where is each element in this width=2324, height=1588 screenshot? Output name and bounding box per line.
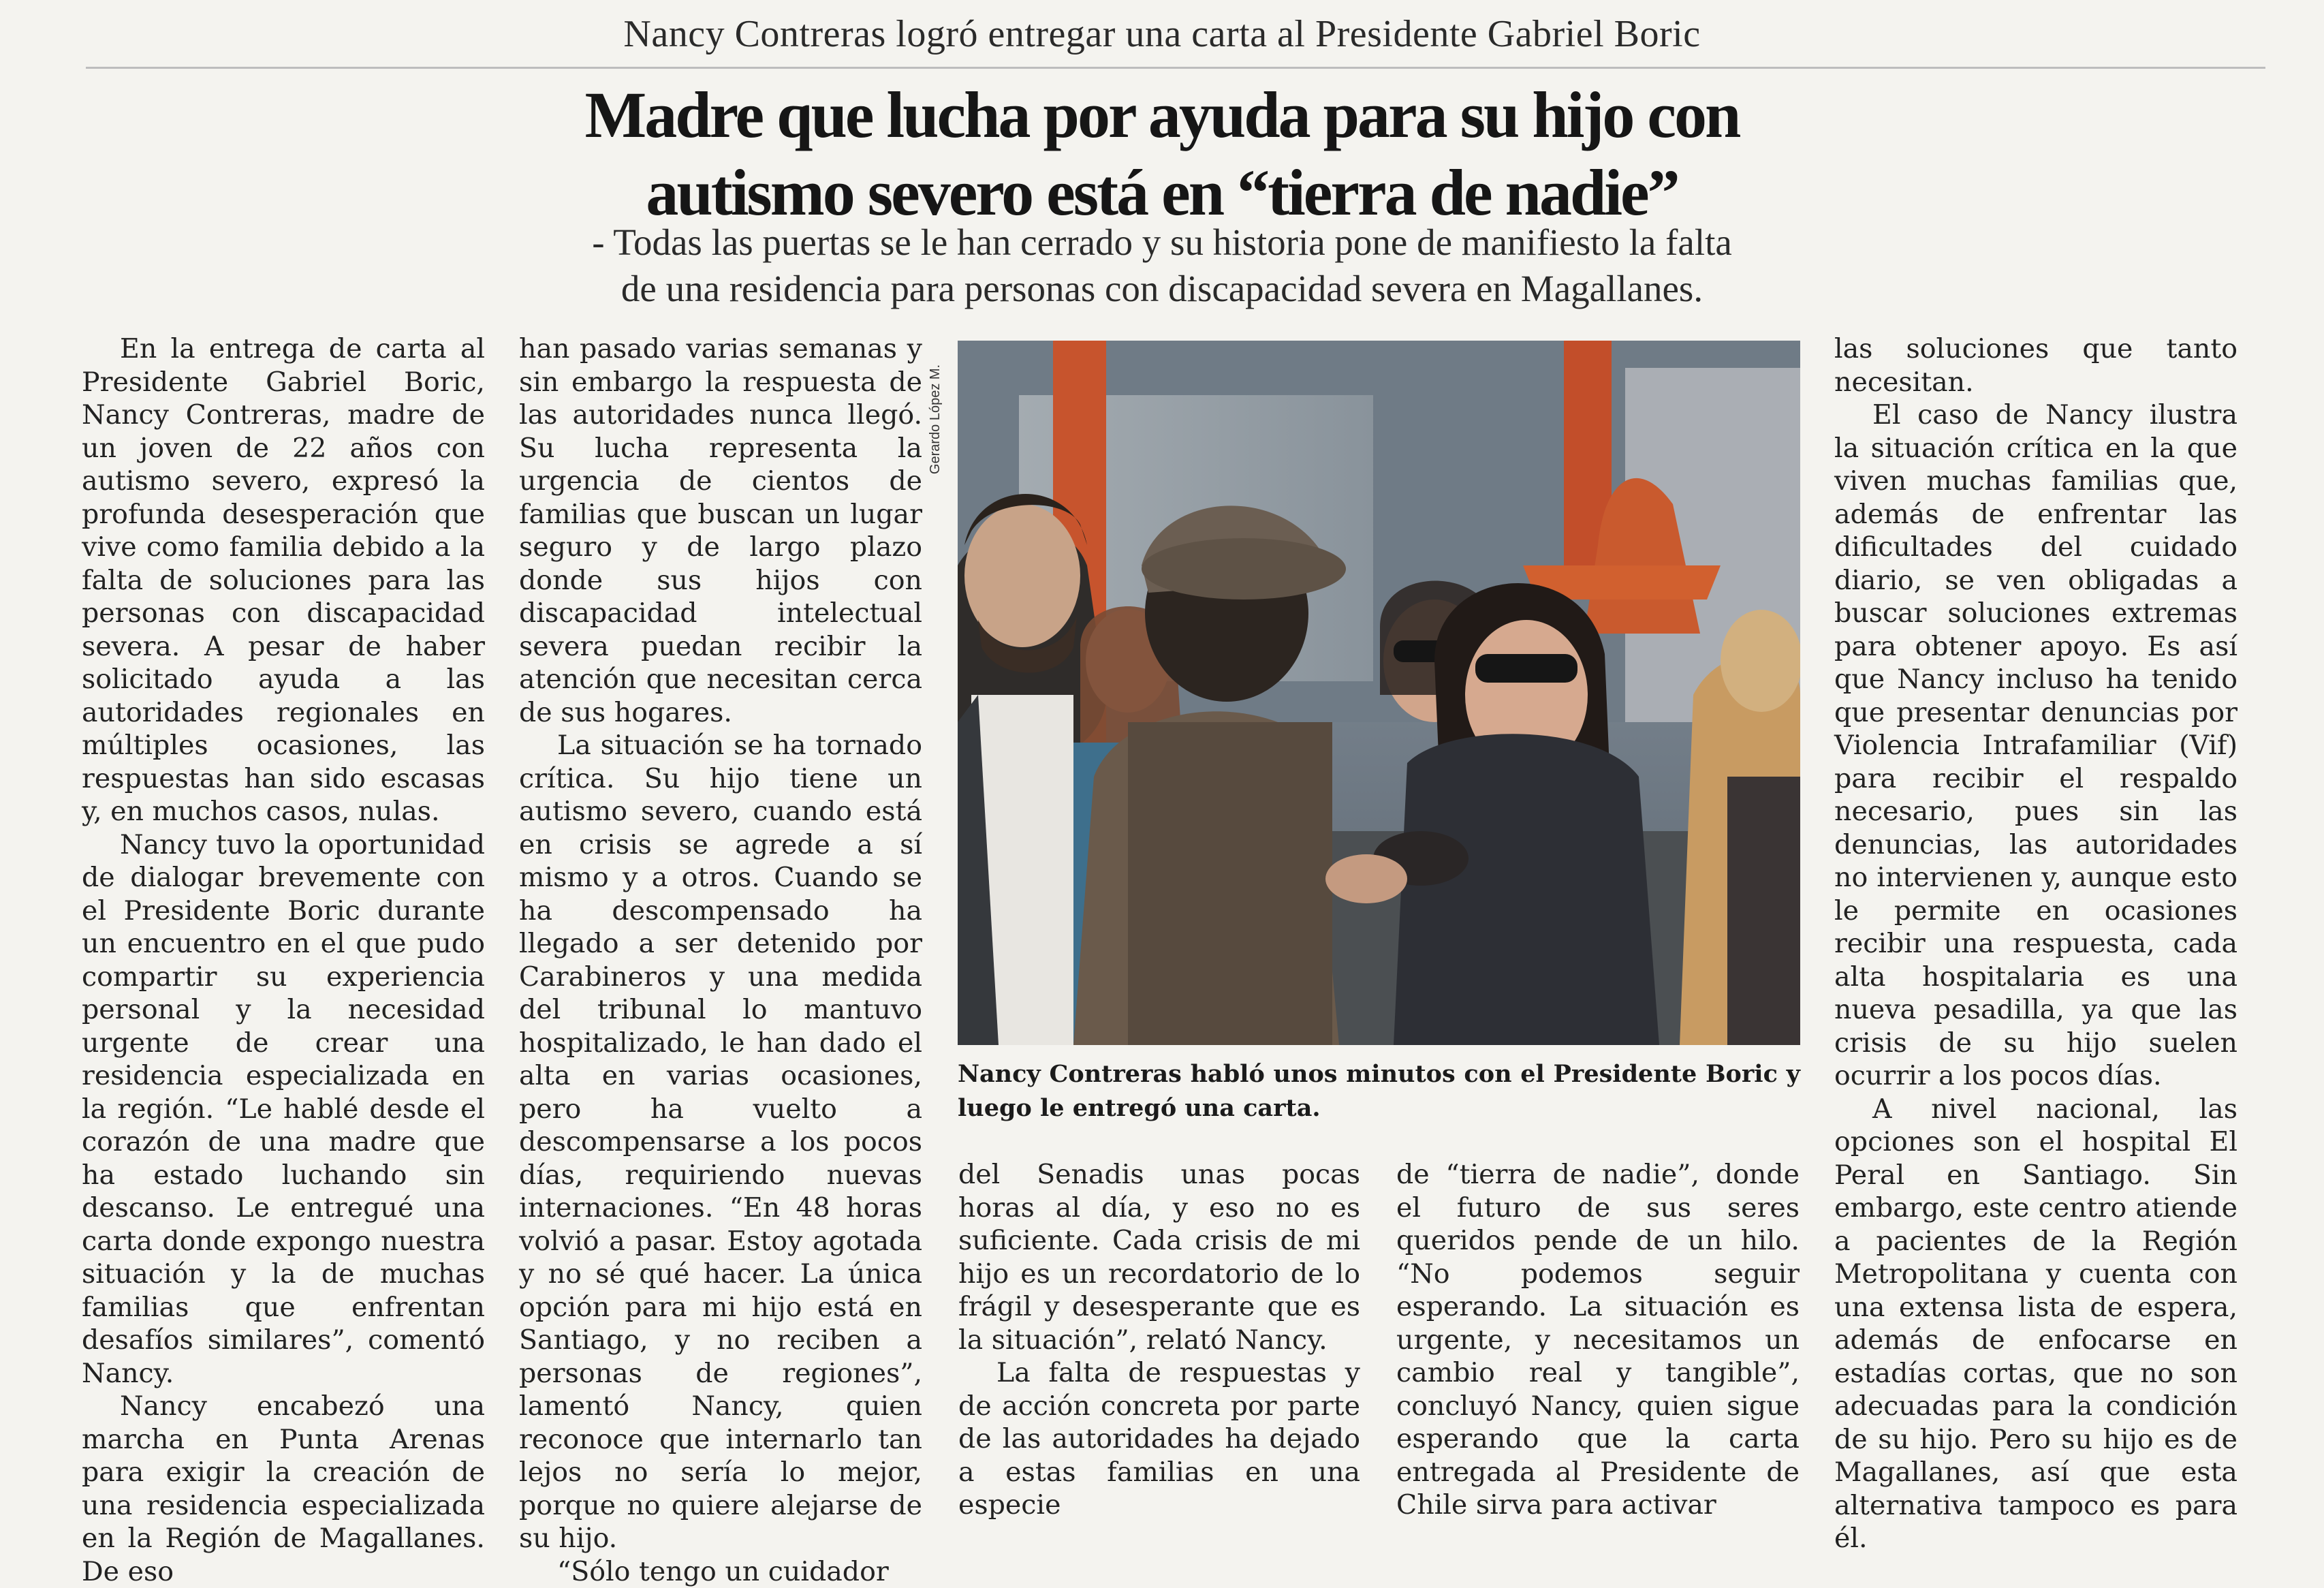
paragraph: Nancy encabezó una marcha en Punta Arenas para exigir la creación de una residencia especializada en la Región de Magallanes. De eso <box>82 1390 485 1588</box>
subhead-line-1: - Todas las puertas se le han cerrado y su historia pone de manifiesto la falta <box>0 219 2324 266</box>
photo-credit-text: Gerardo López M. <box>928 364 944 473</box>
paragraph: La falta de respuestas y de acción concreta por parte de las autoridades ha dejado a estas familias en una especie <box>958 1356 1360 1522</box>
article-column-3 <box>958 1158 1360 1522</box>
photo-credit <box>921 341 951 497</box>
photo-caption: Nancy Contreras habló unos minutos con el Presidente Boric y luego le entregó una carta. <box>958 1057 1800 1125</box>
article-headline <box>0 76 2324 232</box>
article-column-5 <box>1834 332 2237 1555</box>
article-column-1 <box>82 332 485 1588</box>
paragraph: han pasado varias semanas y sin embargo la respuesta de las autoridades nunca llegó. Su lucha representa la urgencia de cientos de familias que buscan un lugar seguro y de largo plazo donde sus hijos con discapacidad intelectual severa puedan recibir la atención que necesitan cerca de sus hogares. <box>519 332 922 729</box>
article-photo <box>958 341 1800 1045</box>
paragraph: las soluciones que tanto necesitan. <box>1834 332 2237 399</box>
headline-line-2: autismo severo está en “tierra de nadie” <box>0 154 2324 232</box>
paragraph: La situación se ha tornado crítica. Su hijo tiene un autismo severo, cuando está en crisis se agrede a sí mismo y a otros. Cuando se ha descompensado ha llegado a ser detenido por Carabineros y una medida del tribunal lo mantuvo hospitalizado, le han dado el alta en varias ocasiones, pero ha vuelto a descompensarse a los pocos días, requiriendo nuevas internaciones. “En 48 horas volvió a pasar. Estoy agotada y no sé qué hacer. La única opción para mi hijo está en Santiago, y no reciben a personas de regiones”, lamentó Nancy, quien reconoce que internarlo tan lejos no sería lo mejor, porque no quiere alejarse de su hijo. <box>519 729 922 1555</box>
subhead-line-2: de una residencia para personas con discapacidad severa en Magallanes. <box>0 266 2324 312</box>
paragraph: de “tierra de nadie”, donde el futuro de sus seres queridos pende de un hilo. “No podemos seguir esperando. La situación es urgente, y necesitamos un cambio real y tangible”, concluyó Nancy, quien sigue esperando que la carta entregada al Presidente de Chile sirva para activar <box>1396 1158 1800 1522</box>
article-column-4 <box>1396 1158 1800 1522</box>
paragraph: Nancy tuvo la oportunidad de dialogar brevemente con el Presidente Boric durante un encuentro en el que pudo compartir su experiencia personal y la necesidad urgente de crear una residencia especializada en la región. “Le hablé desde el corazón de una madre que ha estado luchando sin descanso. Le entregué una carta donde expongo nuestra situación y la de muchas familias que enfrentan desafíos similares”, comentó Nancy. <box>82 828 485 1390</box>
article-kicker: Nancy Contreras logró entregar una carta al Presidente Gabriel Boric <box>0 12 2324 56</box>
paragraph: del Senadis unas pocas horas al día, y eso no es suficiente. Cada crisis de mi hijo es un recordatorio de lo frágil y desesperante que es la situación”, relató Nancy. <box>958 1158 1360 1356</box>
kicker-divider <box>86 67 2265 69</box>
photo-illustration <box>958 341 1800 1045</box>
paragraph: “Sólo tengo un cuidador <box>519 1555 922 1588</box>
article-column-2 <box>519 332 922 1588</box>
paragraph: El caso de Nancy ilustra la situación crítica en la que viven muchas familias que, además de enfrentar las dificultades del cuidado diario, se ven obligadas a buscar soluciones extremas para obtener apoyo. Es así que Nancy incluso ha tenido que presentar denuncias por Violencia Intrafamiliar (Vif) para recibir el respaldo necesario, pues sin las denuncias, las autoridades no intervienen y, aunque esto le permite en ocasiones recibir una respuesta, cada alta hospitalaria es una nueva pesadilla, ya que las crisis de su hijo suelen ocurrir a los pocos días. <box>1834 399 2237 1093</box>
paragraph: A nivel nacional, las opciones son el hospital El Peral en Santiago. Sin embargo, este centro atiende a pacientes de la Región Metropolitana y cuenta con una extensa lista de espera, además de enfocarse en estadías cortas, que no son adecuadas para la condición de su hijo. Pero su hijo es de Magallanes, así que esta alternativa tampoco es para él. <box>1834 1093 2237 1555</box>
paragraph: En la entrega de carta al Presidente Gabriel Boric, Nancy Contreras, madre de un joven de 22 años con autismo severo, expresó la profunda desesperación que vive como familia debido a la falta de soluciones para las personas con discapacidad severa. A pesar de haber solicitado ayuda a las autoridades regionales en múltiples ocasiones, las respuestas han sido escasas y, en muchos casos, nulas. <box>82 332 485 828</box>
article-subheadline <box>0 219 2324 312</box>
headline-line-1: Madre que lucha por ayuda para su hijo con <box>0 76 2324 154</box>
